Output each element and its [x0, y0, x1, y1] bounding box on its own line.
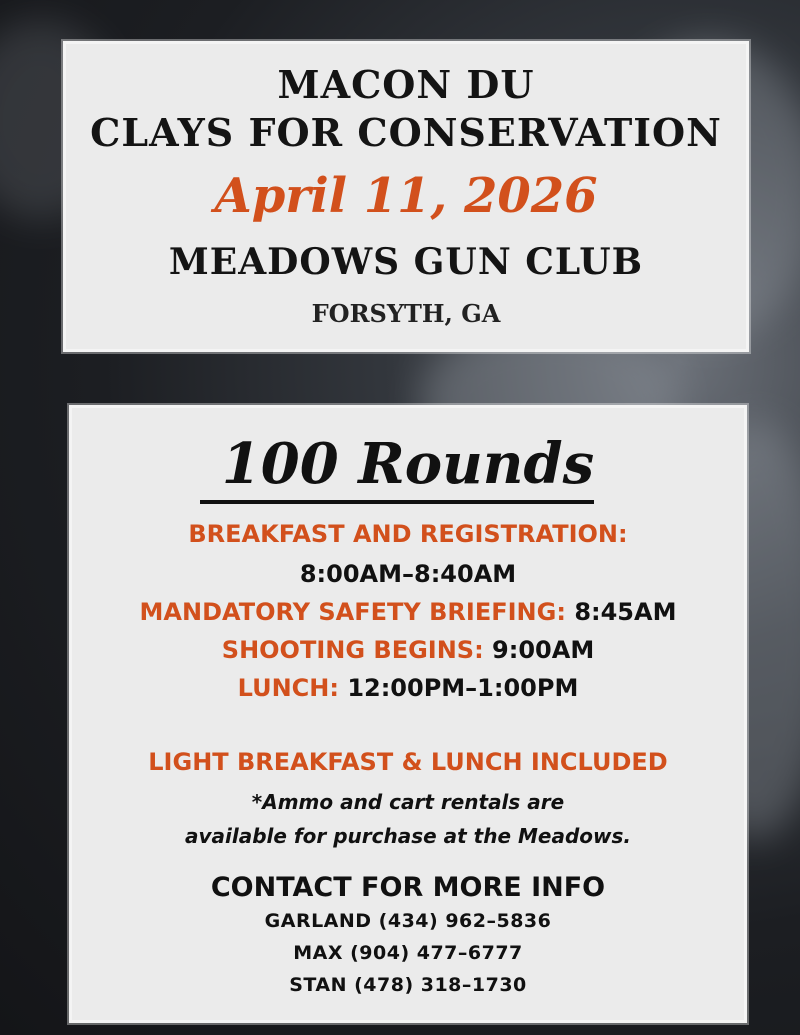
lunch-row — [72, 676, 744, 700]
event-header-card — [66, 44, 746, 349]
rounds-heading: 100 Rounds — [221, 431, 595, 497]
event-date: April 11, 2026 — [214, 168, 598, 224]
shooting-time: 9:00AM — [492, 636, 595, 664]
ammo-note-line2: available for purchase at the Meadows. — [185, 824, 631, 848]
event-org-title: MACON DU — [277, 62, 535, 107]
ammo-note-line1: *Ammo and cart rentals are — [251, 790, 565, 814]
safety-briefing-row — [72, 600, 744, 624]
meals-included: LIGHT BREAKFAST & LUNCH INCLUDED — [148, 748, 668, 776]
event-name-title: CLAYS FOR CONSERVATION — [90, 110, 722, 155]
shooting-row — [72, 638, 744, 662]
contact-stan: STAN (478) 318–1730 — [289, 974, 527, 996]
event-details-card — [72, 408, 744, 1020]
lunch-label: LUNCH: — [237, 674, 339, 702]
safety-label: MANDATORY SAFETY BRIEFING: — [139, 598, 566, 626]
event-venue: MEADOWS GUN CLUB — [168, 241, 644, 283]
contact-garland: GARLAND (434) 962–5836 — [264, 910, 552, 932]
lunch-time: 12:00PM–1:00PM — [347, 674, 579, 702]
breakfast-time: 8:00AM–8:40AM — [299, 560, 517, 588]
contact-max: MAX (904) 477–6777 — [293, 942, 523, 964]
rounds-underline — [200, 500, 594, 504]
event-city: FORSYTH, GA — [311, 299, 501, 328]
contact-heading: CONTACT FOR MORE INFO — [210, 872, 606, 903]
safety-time: 8:45AM — [574, 598, 677, 626]
shooting-label: SHOOTING BEGINS: — [221, 636, 484, 664]
breakfast-label: BREAKFAST AND REGISTRATION: — [188, 520, 628, 548]
